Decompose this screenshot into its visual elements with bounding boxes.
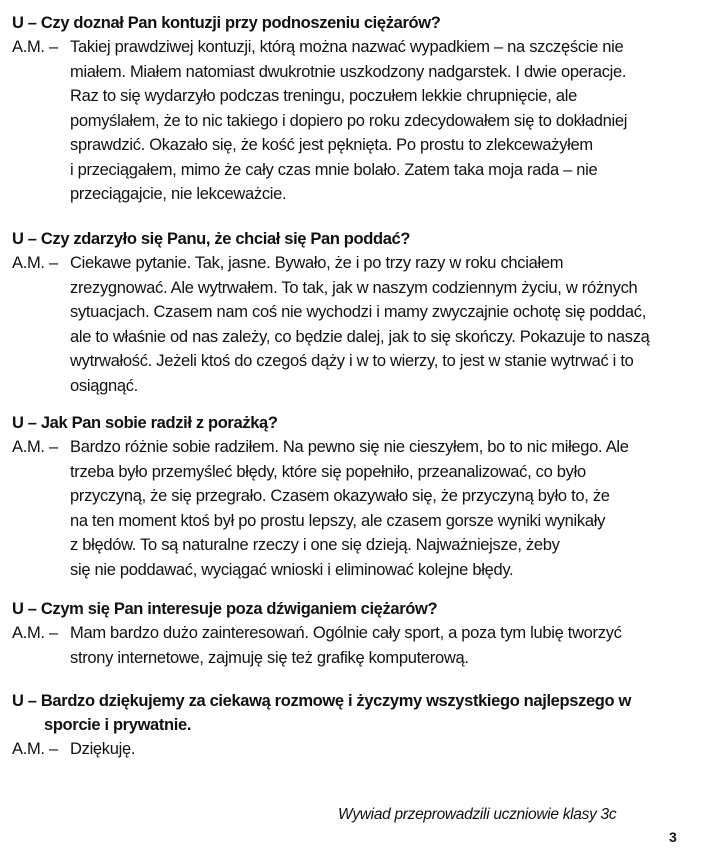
answer-line: strony internetowe, zajmuję się też grafikę komputerową.	[70, 648, 469, 667]
question-line: U – Jak Pan sobie radził z porażką?	[12, 414, 278, 432]
answer-1	[12, 35, 692, 207]
answer-line: przeciągajcie, nie lekceważcie.	[70, 185, 287, 203]
answer-speaker: A.M. –	[12, 438, 58, 456]
answer-line: Ciekawe pytanie. Tak, jasne. Bywało, że i po trzy razy w roku chciałem	[70, 254, 564, 272]
answer-line: przyczyną, że się przegrało. Czasem okazywało się, że przyczyną było to, że	[70, 487, 610, 505]
answer-line: pomyślałem, że to nic takiego i dopiero po roku zdecydowałem się to dokładniej	[70, 111, 628, 130]
question-4	[12, 597, 692, 621]
answer-line: Bardzo różnie sobie radziłem. Na pewno się nie cieszyłem, bo to nic miłego. Ale	[70, 438, 629, 456]
answer-line: wytrwałość. Jeżeli ktoś do czegoś dąży i w to wierzy, to jest w stanie wytrwać i to	[70, 352, 634, 370]
page-number: 3	[669, 829, 677, 845]
qa-section-3	[12, 411, 692, 582]
answer-line: Mam bardzo dużo zainteresowań. Ogólnie cały sport, a poza tym lubię tworzyć	[70, 624, 622, 642]
answer-line: się nie poddawać, wyciągać wnioski i eliminować kolejne błędy.	[70, 560, 514, 579]
answer-5	[12, 737, 692, 762]
answer-line: osiągnąć.	[70, 376, 138, 395]
answer-speaker: A.M. –	[12, 740, 58, 758]
qa-section-5	[12, 689, 692, 762]
answer-line: Dziękuję.	[70, 740, 136, 758]
question-2	[12, 227, 692, 251]
answer-3	[12, 435, 692, 582]
answer-line: zrezygnować. Ale wytrwałem. To tak, jak w naszym codziennym życiu, w różnych	[70, 278, 638, 297]
answer-speaker: A.M. –	[12, 254, 58, 272]
answer-4	[12, 621, 692, 670]
answer-line: i przeciągałem, mimo że cały czas mnie bolało. Zatem taka moja rada – nie	[70, 160, 598, 179]
answer-line: na ten moment ktoś był po prostu lepszy, ale czasem gorsze wyniki wynikały	[70, 511, 606, 530]
answer-line: sprawdzić. Okazało się, że kość jest pęknięta. Po prostu to zlekceważyłem	[70, 136, 593, 154]
answer-line: Raz to się wydarzyło podczas treningu, poczułem lekkie chrupnięcie, ale	[70, 87, 577, 105]
answer-speaker: A.M. –	[12, 624, 58, 642]
interview-credit: Wywiad przeprowadzili uczniowie klasy 3c	[338, 806, 617, 823]
question-line: U – Czy zdarzyło się Panu, że chciał się Pan poddać?	[12, 230, 411, 248]
qa-section-1	[12, 11, 692, 207]
qa-section-2	[12, 227, 692, 398]
answer-speaker: A.M. –	[12, 38, 58, 56]
answer-line: ale to właśnie od nas zależy, co będzie dalej, jak to się skończy. Pokazuje to naszą	[70, 327, 650, 346]
question-line: sporcie i prywatnie.	[44, 716, 192, 734]
question-line: U – Czym się Pan interesuje poza dźwiganiem ciężarów?	[12, 600, 438, 618]
question-line: U – Czy doznał Pan kontuzji przy podnoszeniu ciężarów?	[12, 14, 441, 32]
answer-line: sytuacjach. Czasem nam coś nie wychodzi i mamy zwyczajnie ochotę się poddać,	[70, 303, 647, 321]
answer-line: Takiej prawdziwej kontuzji, którą można nazwać wypadkiem – na szczęście nie	[70, 38, 624, 56]
answer-2	[12, 251, 692, 398]
question-5	[12, 689, 692, 737]
question-line: U – Bardzo dziękujemy za ciekawą rozmowę i życzymy wszystkiego najlepszego w	[12, 692, 631, 710]
answer-line: miałem. Miałem natomiast dwukrotnie uszkodzony nadgarstek. I dwie operacje.	[70, 62, 627, 81]
answer-line: z błędów. To są naturalne rzeczy i one się dzieją. Najważniejsze, żeby	[70, 536, 560, 554]
question-1	[12, 11, 692, 35]
question-3	[12, 411, 692, 435]
answer-line: trzeba było przemyśleć błędy, które się popełniło, przeanalizować, co było	[70, 462, 586, 481]
qa-section-4	[12, 597, 692, 670]
